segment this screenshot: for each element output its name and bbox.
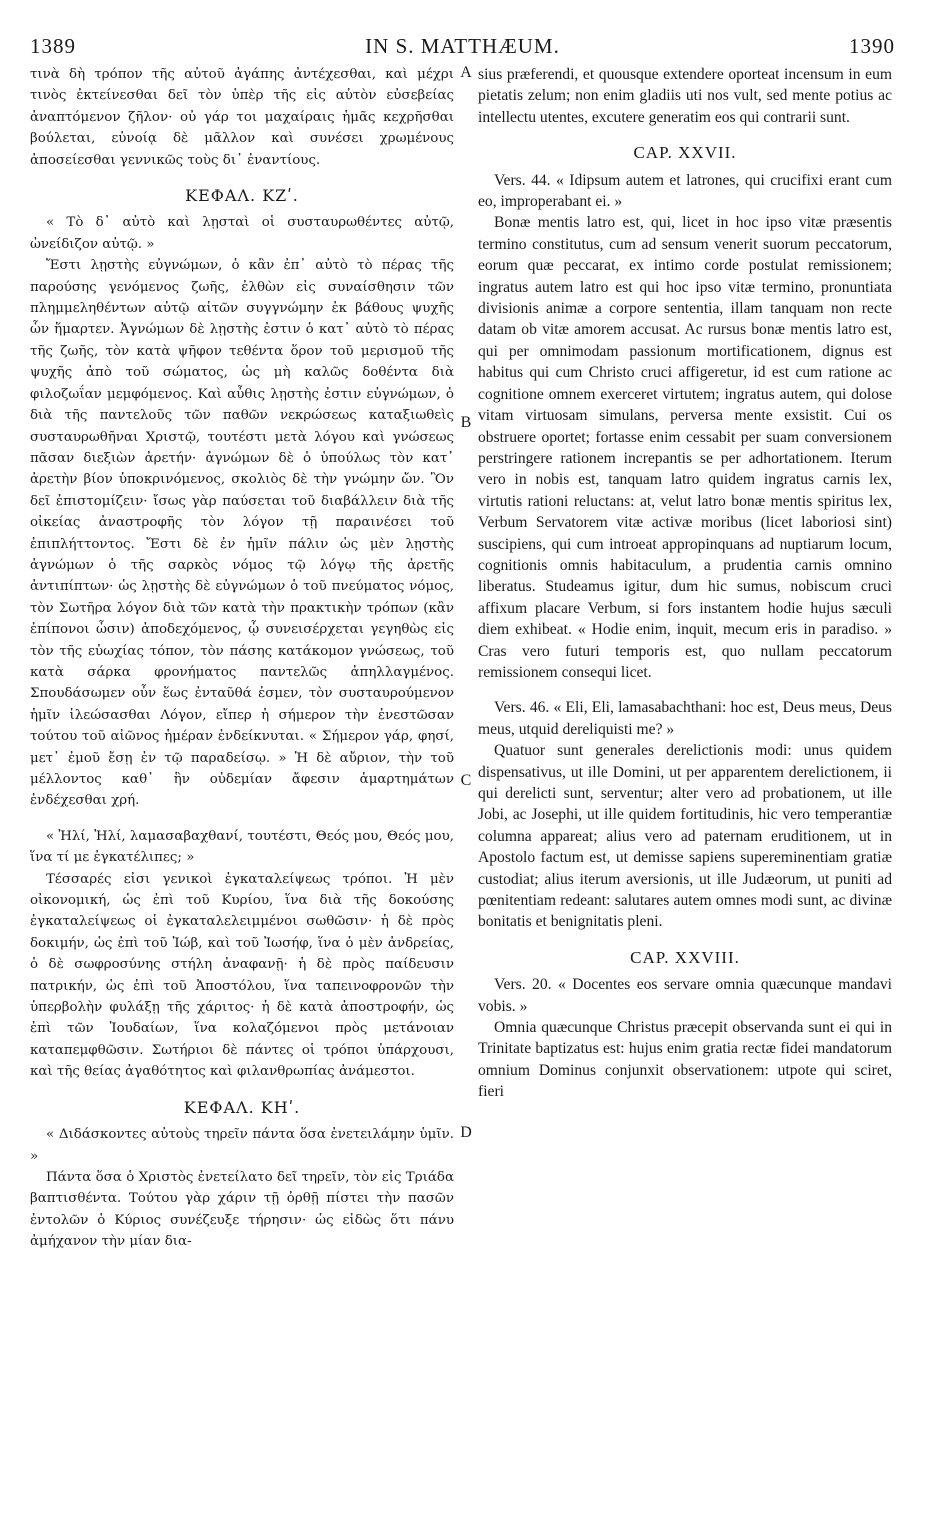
page-number-left: 1389 — [30, 34, 76, 58]
latin-verse-46: Vers. 46. « Eli, Eli, lamasabachthani: hoc est, Deus meus, Deus meus, utquid dereliquisti me? » — [478, 699, 892, 738]
greek-commentary-46: Τέσσαρές εἰσι γενικοὶ ἐγκαταλείψεως τρόποι. Ἡ μὲν οἰκονομική, ὡς ἐπὶ τοῦ Κυρίου, ἵνα διὰ τῆς δοκούσης ἐγκαταλείψεως οἱ ἐγκαταλελειμμένοι σωθῶσιν· ἡ δὲ πρὸς δοκιμήν, ὡς ἐπὶ τοῦ Ἰώβ, καὶ τοῦ Ἰωσήφ, ἵνα ὁ μὲν ἀνδρείας, ὁ δὲ σωφροσύνης στήλη ἀναφανῇ· ἡ δὲ πρὸς παίδευσιν πατρικήν, ὡς ἐπὶ τοῦ Ἀποστόλου, ἵνα ταπεινοφρονῶν τὴν ὑπερβολὴν φυλάξῃ τῆς χάριτος· ἡ δὲ κατὰ ἀποστροφήν, ὡς ἐπὶ τῶν Ἰουδαίων, ἵνα κολαζόμενοι πρὸς μετάνοιαν καταπεμφθῶσιν. Σωτήριοι δὲ πάντες οἱ τρόποι ὑπάρχουσι, καὶ τῆς θείας ἀγαθότητος καὶ φιλανθρωπίας ἀνάμεστοι. — [30, 871, 454, 1080]
latin-commentary-44: Bonæ mentis latro est, qui, licet in hoc ipso vitæ præsentis termino constitutus, cum ad sensum venerit suorum peccatorum, eorum quæ peccarat, ex intimo corde postulat remissionem; ingratus autem latro est qui hoc ipso vitæ termino, pronuntiata divisionis animæ a corpore sententia, illam tanquam non recte datam ob vitæ amorem accusat. Ac rursus bonæ mentis latro est, qui per omnimodam passionum mortificationem, dignus est habitus qui cum Christo cruci affigeretur, id est cum ratione ac cognitione omnem exerceret virtutem; ingratus autem, qui dolose vitam virtuosam simulans, perversa mente exsistit. Cui os obstruere oportet; fortasse enim cessabit per suam conversionem perstringere rationem increpantis se per adhortationem. Iterum vero in nobis est, tanquam latro quidem ingratus carnis lex, virtutis rationi reluctans: at, velut latro bonæ mentis spiritus lex, Verbum Servatorem vitæ activæ moribus (licet laboriosi sint) suscipiens, qui cum introeat appropinquans ad nuptiarum locum, cognitionis omnis habitaculum, a prudentia carnis omnino liberatus. Studeamus igitur, dum hic sumus, nobiscum cruci affixum placare Verbum, si fors instantem hodie hujus sæculi diem exhibeat. « Hodie enim, inquit, mecum eris in paradiso. » Cras vero futuri temporis est, quo nullam peccatorum remissionem consequi licet. — [478, 214, 892, 681]
latin-intro: sius præferendi, et quousque extendere oporteat incensum in eum pietatis zelum; non enim gladiis uti nos vult, sed mente potius ac intellectu utentes, excutere generatim eos qui contrarii sunt. — [478, 66, 892, 126]
margin-marker-a: A — [460, 64, 472, 81]
latin-commentary-46: Quatuor sunt generales derelictionis modi: unus quidem dispensativus, ut ille Domini, ut per apparentem derelictionem, ii qui derelicti sunt, serventur; alter vero ad probationem, ut ille Jobi, ac Josephi, ut ille quidem fortitudinis, hic vero temperantiæ columna appareat; alius vero ad paternam eruditionem, ut in Apostolo factum est, ut demisse sapiens supereminentiam gratiæ custodiat; alius iterum aversionis, ut ille Judæorum, ut puniti ad pœnitentiam redeant: salutares autem omnes modi sunt, ac divinæ bonitatis et benignitatis pleni. — [478, 742, 892, 931]
margin-marker-b: B — [460, 414, 472, 431]
margin-marker-d: D — [460, 1124, 472, 1141]
greek-verse-44: « Τὸ δ᾽ αὐτὸ καὶ λῃσταὶ οἱ συσταυρωθέντες αὐτῷ, ὠνείδιζον αὐτῷ. » — [30, 215, 454, 252]
greek-column — [30, 64, 454, 1253]
running-title: IN S. MATTHÆUM. — [365, 34, 560, 58]
latin-verse-44: Vers. 44. « Idipsum autem et latrones, qui crucifixi erant cum eo, improperabant ei. » — [478, 171, 892, 211]
greek-intro: τινὰ δὴ τρόπον τῆς αὐτοῦ ἀγάπης ἀντέχεσθαι, καὶ μέχρι τινὸς ἐκτείνεσθαι δεῖ τὸν ὑπὲρ τῆς εἰς αὐτὸν εὐσεβείας ἀναπτόμενον ζῆλον· οὐ γάρ τοι μαχαίραις ἡμᾶς κεχρῆσθαι βούλεται, εὐνοίᾳ δὲ μᾶλλον καὶ συνέσει χρωμένους ἀποσείεσθαι γεννικῶς τοὺς δι᾽ ἐναντίους. — [30, 67, 454, 168]
greek-commentary-20: Πάντα ὅσα ὁ Χριστὸς ἐνετείλατο δεῖ τηρεῖν, τὸν εἰς Τριάδα βαπτισθέντα. Τούτου γὰρ χάριν τῇ ὀρθῇ πίστει τὴν πασῶν ἐντολῶν ὁ Κύριος συνέζευξε τήρησιν· ὡς εἰδὼς ὅτι πάνυ ἀμήχανον τὴν μίαν δια- — [30, 1169, 454, 1250]
margin-marker-c: C — [460, 772, 472, 789]
greek-verse-20: « Διδάσκοντες αὐτοὺς τηρεῖν πάντα ὅσα ἐνετειλάμην ὑμῖν. » — [30, 1127, 454, 1164]
page-number-right: 1390 — [849, 34, 895, 58]
greek-verse-46: « Ἠλί, Ἠλί, λαμασαβαχθανί, τουτέστι, Θεός μου, Θεός μου, ἵνα τί με ἐγκατέλιπες; » — [30, 828, 454, 866]
greek-chapter-27-title: ΚΕΦΑΛ. ΚΖʹ. — [185, 186, 299, 206]
latin-chapter-27-title: CAP. XXVII. — [633, 143, 737, 163]
latin-verse-20: Vers. 20. « Docentes eos servare omnia quæcunque mandavi vobis. » — [478, 976, 892, 1015]
latin-chapter-28-title: CAP. XXVIII. — [630, 947, 740, 967]
latin-column — [478, 64, 892, 1103]
latin-commentary-20: Omnia quæcunque Christus præcepit observanda sunt ei qui in Trinitate baptizatus est: hujus enim gratia rectæ fidei mandatorum omnium Dominus conjunxit observationem: utpote qui sciret, fieri — [478, 1019, 892, 1101]
greek-chapter-28-title: ΚΕΦΑΛ. ΚΗʹ. — [183, 1097, 301, 1117]
greek-commentary-44: Ἔστι λῃστὴς εὐγνώμων, ὁ κἂν ἐπ᾽ αὐτὸ τὸ πέρας τῆς παρούσης γενόμενος ζωῆς, ἐλθὼν εἰς συναίσθησιν τῶν πλημμεληθέντων αὐτῷ αἰτῶν συγγνώμην ἐκ βάθους ψυχῆς ὧν ἥμαρτεν. Ἀγνώμων δὲ λῃστὴς ἐστιν ὁ κατ᾽ αὐτὸ τὸ πέρας τῆς ζωῆς, τὸν κατὰ ψῆφον τεθέντα ὅρον τοῦ μερισμοῦ τῆς ψυχῆς ἀπὸ τοῦ σώματος, ὡς μὴ καλῶς δοθέντα διὰ φιλοζωΐαν μεμφόμενος. Καὶ αὖθις λῃστὴς ἐστιν εὐγνώμων, ὁ διὰ τῆς παντελοῦς τῶν παθῶν νεκρώσεως καταξιωθεὶς συσταυρωθῆναι Χριστῷ, τουτέστι μετὰ λόγου καὶ γνώσεως πᾶσαν διεξιὼν ἀρετήν· ἀγνώμων δὲ ὁ ὑπούλως τὸν κατ᾽ ἀρετὴν βίον ὑποκρινόμενος, σκολιὸς δὲ τὴν γνώμην ὤν. Ὃν δεῖ ἐπιστομίζειν· ἴσως γὰρ παύσεται τοῦ διαβάλλειν διὰ τῆς οἰκείας ἀναστροφῆς τὸν λόγον τῇ παραινέσει τοῦ ἐπιπλήττοντος. Ἔστι δὲ ἐν ἡμῖν πάλιν ὡς μὲν λῃστὴς ἀγνώμων ὁ τῆς σαρκὸς νόμος τῷ λόγῳ τῆς ἀρετῆς ἀντιπίπτων· ὡς λῃστὴς δὲ εὐγνώμων ὁ τοῦ πνεύματος νόμος, τὸν Σωτῆρα λόγον διὰ τῶν κατὰ τὴν πρακτικὴν τρόπων (κἂν ἐπίπονοι ὦσιν) ἀποδεχόμενος, ᾧ συνεισέρχεται γεγηθὼς εἰς τὸν τῆς εὐωχίας τόπον, τὸν πάσης κατάκομον γνώσεως, τοῦ κατὰ σάρκα φρονήματος παντελῶς ἀπηλλαγμένος. Σπουδάσωμεν οὖν ἕως ἐνταῦθά ἐσμεν, τὸν συσταυρούμενον ἡμῖν ἱλεώσασθαι Λόγον, εἴπερ ἡ σήμερον τὴν ἐνεστῶσαν τούτου τοῦ αἰῶνος ἡμέραν ἐνδείκνυται. « Σήμερον γάρ, φησί, μετ᾽ ἐμοῦ ἔσῃ ἐν τῷ παραδείσῳ. » Ἡ δὲ αὔριον, τὴν τοῦ μέλλοντος καθ᾽ ἣν οὐδεμίαν ἄφεσιν ἁμαρτημάτων ἐνδέχεσθαι χρή. — [30, 258, 454, 809]
running-header — [30, 34, 895, 62]
